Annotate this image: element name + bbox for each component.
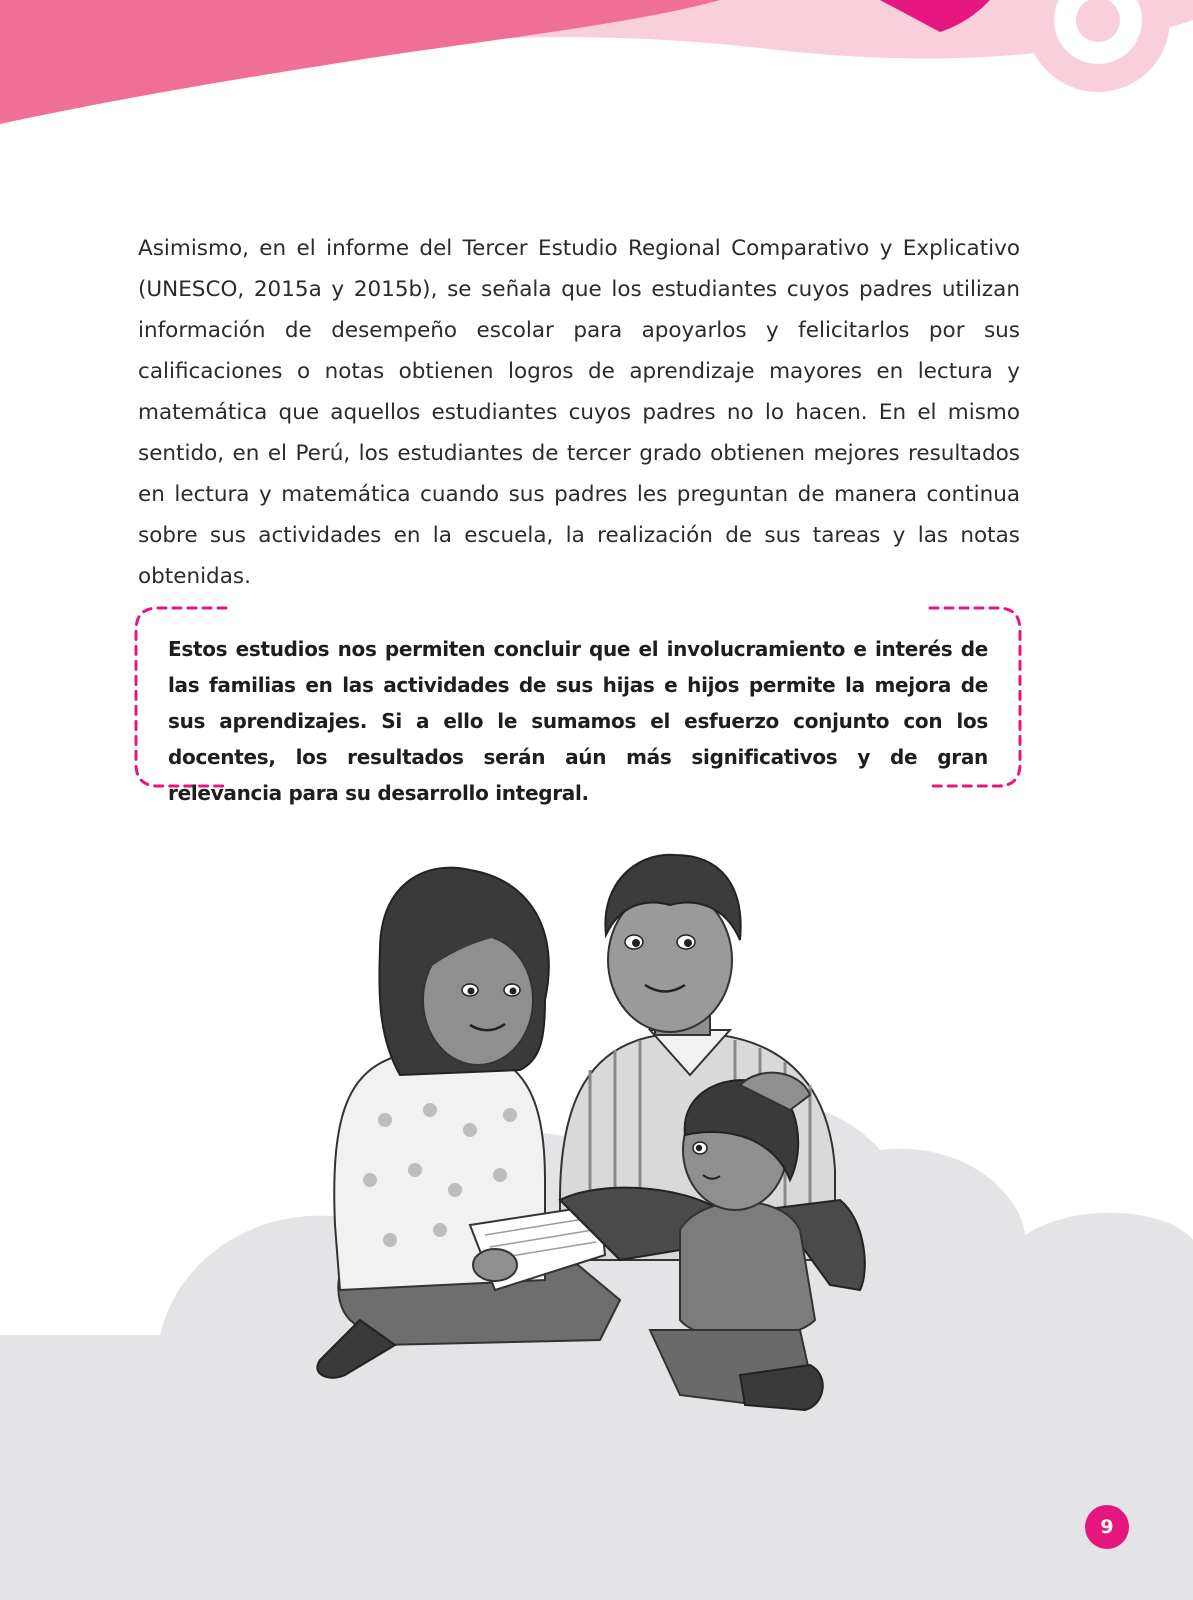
page-number-badge: 9	[1085, 1505, 1129, 1549]
header-wave-decoration	[0, 0, 1193, 200]
body-paragraph: Asimismo, en el informe del Tercer Estudio Regional Comparativo y Explicativo (UNESCO, 2015a y 2015b), se señala que los estudiantes cuyos padres utilizan información de desempeño escolar para apoyarlos y felicitarlos por sus calificaciones o notas obtienen logros de aprendizaje mayores en lectura y matemática que aquellos estudiantes cuyos padres no lo hacen. En el mismo sentido, en el Perú, los estudiantes de tercer grado obtienen mejores resultados en lectura y matemática cuando sus padres les preguntan de manera continua sobre sus actividades en la escuela, la realización de sus tareas y las notas obtenidas.	[138, 236, 1020, 589]
family-reading-illustration	[0, 820, 1193, 1600]
callout-text: Estos estudios nos permiten concluir que el involucramiento e interés de las familias en las actividades de sus hijas e hijos permite la mejora de sus aprendizajes. Si a ello le sumamos el esfuerzo conjunto con los docentes, los resultados serán aún más significativos y de gran relevancia para su desarrollo integral.	[168, 637, 988, 805]
